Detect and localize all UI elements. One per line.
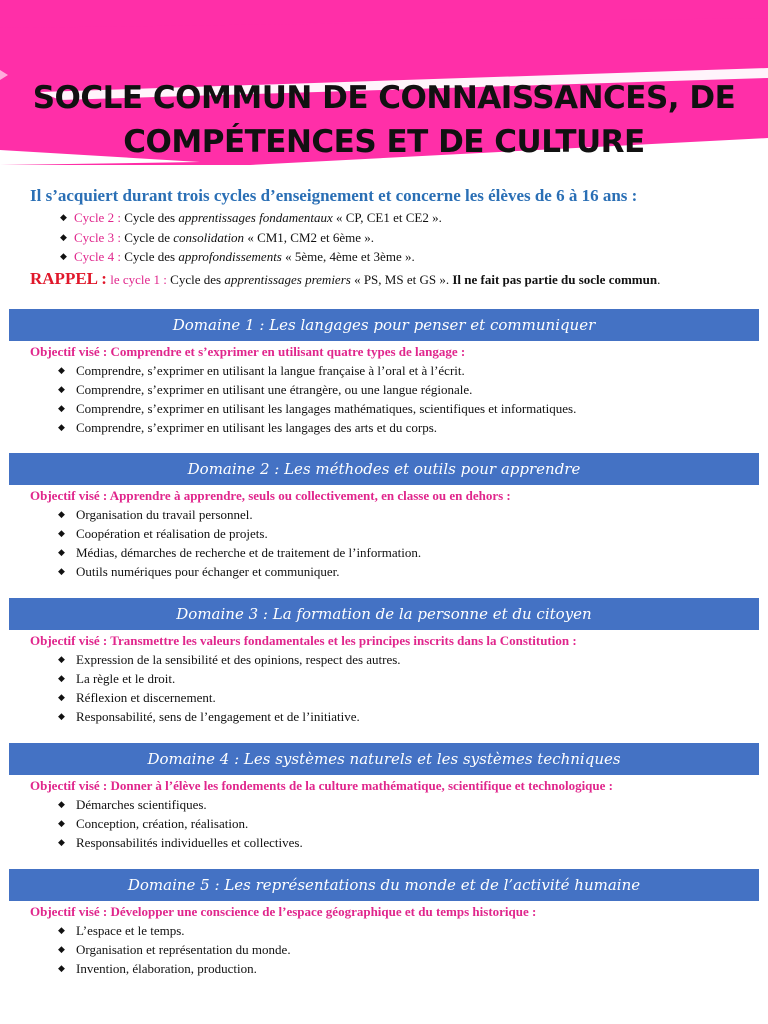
list-item: ◆ Démarches scientifiques. xyxy=(9,795,759,814)
list-item: ◆ L’espace et le temps. xyxy=(9,921,759,940)
domain-section-5 xyxy=(9,869,759,978)
title-line-1: SOCLE COMMUN DE CONNAISSANCES, DE xyxy=(32,80,736,116)
cycle-prefix: Cycle des xyxy=(124,249,176,264)
domain-item-list xyxy=(9,921,759,978)
list-item: ◆ Responsabilité, sens de l’engagement et de l’initiative. xyxy=(9,707,759,726)
cycle-suffix: « CP, CE1 et CE2 ». xyxy=(336,210,442,225)
cycle-prefix: Cycle des xyxy=(124,210,176,225)
domain-title-bar: Domaine 4 : Les systèmes naturels et les systèmes techniques xyxy=(9,743,759,775)
cycle-list xyxy=(30,208,750,267)
list-item: ◆ Organisation et représentation du monde. xyxy=(9,940,759,959)
list-item: ◆ Réflexion et discernement. xyxy=(9,688,759,707)
domain-objective: Objectif visé : Apprendre à apprendre, seuls ou collectivement, en classe ou en dehors : xyxy=(30,488,511,503)
rappel-label: RAPPEL : xyxy=(30,268,107,288)
header-banner xyxy=(0,0,768,165)
domain-section-4 xyxy=(9,743,759,852)
cycle-label: Cycle 3 : xyxy=(74,229,121,245)
list-item: ◆ Organisation du travail personnel. xyxy=(9,505,759,524)
intro-line: Il s’acquiert durant trois cycles d’enseignement et concerne les élèves de 6 à 16 ans : xyxy=(30,186,638,205)
intro-section xyxy=(30,185,750,291)
domain-objective: Objectif visé : Développer une conscience de l’espace géographique et du temps historique : xyxy=(30,904,537,919)
domain-section-3 xyxy=(9,598,759,726)
cycle-italic: apprentissages fondamentaux xyxy=(178,210,333,225)
rappel-italic: apprentissages premiers xyxy=(224,271,351,287)
cycle-item xyxy=(30,247,750,267)
list-item: ◆ Conception, création, réalisation. xyxy=(9,814,759,833)
domain-item-list xyxy=(9,361,759,437)
rappel-prefix: Cycle des xyxy=(170,271,222,287)
list-item: ◆ Responsabilités individuelles et collectives. xyxy=(9,833,759,852)
domain-item-list xyxy=(9,795,759,852)
domain-title-bar: Domaine 5 : Les représentations du monde et de l’activité humaine xyxy=(9,869,759,901)
page-title xyxy=(0,76,768,164)
domain-objective: Objectif visé : Transmettre les valeurs fondamentales et les principes inscrits dans la Constitution : xyxy=(30,633,577,648)
list-item: ◆ Comprendre, s’exprimer en utilisant la langue française à l’oral et à l’écrit. xyxy=(9,361,759,380)
list-item: ◆ Expression de la sensibilité et des opinions, respect des autres. xyxy=(9,650,759,669)
rappel-line xyxy=(30,268,750,291)
list-item: ◆ Comprendre, s’exprimer en utilisant les langages des arts et du corps. xyxy=(9,418,759,437)
list-item: ◆ Comprendre, s’exprimer en utilisant les langages mathématiques, scientifiques et informatiques. xyxy=(9,399,759,418)
cycle-italic: approfondissements xyxy=(178,249,282,264)
cycle-suffix: « CM1, CM2 et 6ème ». xyxy=(247,229,375,245)
cycle-item xyxy=(30,228,750,248)
domain-objective: Objectif visé : Comprendre et s’exprimer en utilisant quatre types de langage : xyxy=(30,344,466,359)
rappel-end: . xyxy=(657,271,661,287)
rappel-cycle-label: le cycle 1 : xyxy=(110,271,167,287)
list-item: ◆ Comprendre, s’exprimer en utilisant une étrangère, ou une langue régionale. xyxy=(9,380,759,399)
cycle-label: Cycle 4 : xyxy=(74,249,121,264)
domain-item-list xyxy=(9,650,759,726)
rappel-bold: Il ne fait pas partie du socle commun xyxy=(452,271,658,287)
title-line-2: COMPÉTENCES ET DE CULTURE xyxy=(123,124,645,160)
list-item: ◆ Invention, élaboration, production. xyxy=(9,959,759,978)
domain-title-bar: Domaine 3 : La formation de la personne et du citoyen xyxy=(9,598,759,630)
cycle-italic: consolidation xyxy=(173,229,245,245)
domain-title-bar: Domaine 2 : Les méthodes et outils pour apprendre xyxy=(9,453,759,485)
domain-section-1 xyxy=(9,309,759,437)
domain-section-2 xyxy=(9,453,759,581)
cycle-prefix: Cycle de xyxy=(124,229,171,245)
list-item: ◆ Médias, démarches de recherche et de traitement de l’information. xyxy=(9,543,759,562)
list-item: ◆ Coopération et réalisation de projets. xyxy=(9,524,759,543)
cycle-item xyxy=(30,208,750,228)
domain-item-list xyxy=(9,505,759,581)
cycle-label: Cycle 2 : xyxy=(74,210,121,225)
list-item: ◆ Outils numériques pour échanger et communiquer. xyxy=(9,562,759,581)
cycle-suffix: « 5ème, 4ème et 3ème ». xyxy=(285,249,415,264)
domain-objective: Objectif visé : Donner à l’élève les fondements de la culture mathématique, scientifique et technologique : xyxy=(30,778,613,793)
domain-title-bar: Domaine 1 : Les langages pour penser et communiquer xyxy=(9,309,759,341)
rappel-suffix: « PS, MS et GS ». xyxy=(354,271,450,287)
list-item: ◆ La règle et le droit. xyxy=(9,669,759,688)
